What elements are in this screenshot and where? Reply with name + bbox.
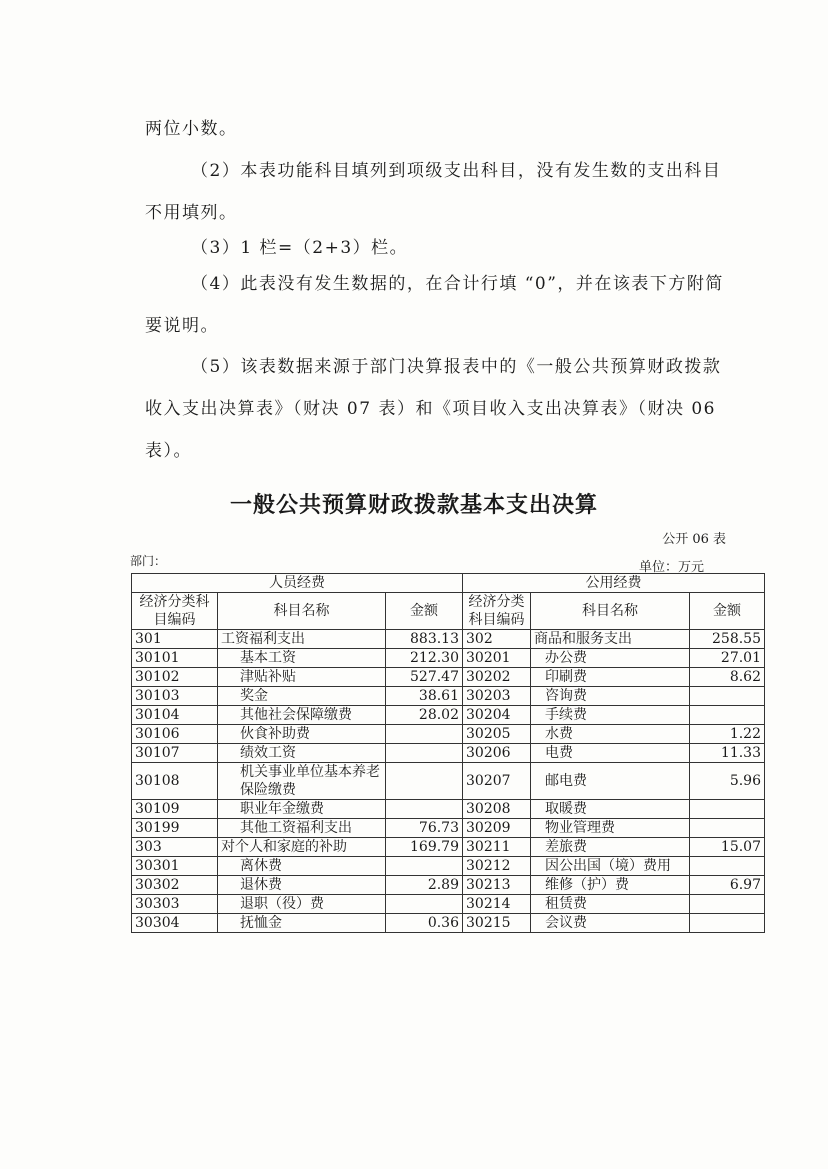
cell-code-left: 303 bbox=[132, 838, 218, 857]
cell-amount-left: 527.47 bbox=[386, 668, 463, 687]
cell-amount-right bbox=[690, 687, 765, 706]
unit-label: 单位：万元 bbox=[638, 560, 704, 575]
table-row bbox=[132, 763, 765, 800]
cell-amount-left bbox=[386, 857, 463, 876]
cell-amount-left bbox=[386, 763, 463, 800]
cell-name-left: 退职（役）费 bbox=[218, 895, 386, 914]
cell-code-left: 30103 bbox=[132, 687, 218, 706]
cell-name-left: 奖金 bbox=[218, 687, 386, 706]
cell-amount-right: 258.55 bbox=[690, 630, 765, 649]
table-code: 公开 06 表 bbox=[662, 532, 726, 547]
cell-amount-right bbox=[690, 819, 765, 838]
cell-code-left: 30109 bbox=[132, 800, 218, 819]
cell-amount-right: 5.96 bbox=[690, 763, 765, 800]
table-row bbox=[132, 895, 765, 914]
cell-amount-left: 169.79 bbox=[386, 838, 463, 857]
cell-code-right: 30204 bbox=[463, 706, 531, 725]
cell-code-left: 30199 bbox=[132, 819, 218, 838]
cell-name-right: 手续费 bbox=[531, 706, 690, 725]
cell-name-left: 伙食补助费 bbox=[218, 725, 386, 744]
cell-amount-right: 1.22 bbox=[690, 725, 765, 744]
cell-amount-left: 38.61 bbox=[386, 687, 463, 706]
cell-code-left: 301 bbox=[132, 630, 218, 649]
table-title: 一般公共预算财政拨款基本支出决算 bbox=[229, 492, 598, 518]
table-row bbox=[132, 630, 765, 649]
cell-name-left: 基本工资 bbox=[218, 649, 386, 668]
cell-name-left: 其他工资福利支出 bbox=[218, 819, 386, 838]
cell-amount-right bbox=[690, 800, 765, 819]
cell-code-right: 30215 bbox=[463, 914, 531, 933]
table-row bbox=[132, 876, 765, 895]
cell-name-left: 其他社会保障缴费 bbox=[218, 706, 386, 725]
cell-name-left: 绩效工资 bbox=[218, 744, 386, 763]
cell-amount-right: 8.62 bbox=[690, 668, 765, 687]
cell-code-right: 30206 bbox=[463, 744, 531, 763]
header-name-left: 科目名称 bbox=[218, 593, 386, 630]
cell-code-right: 30203 bbox=[463, 687, 531, 706]
cell-name-right: 商品和服务支出 bbox=[531, 630, 690, 649]
header-amount-right: 金额 bbox=[690, 593, 765, 630]
table-row bbox=[132, 706, 765, 725]
table-row bbox=[132, 744, 765, 763]
cell-amount-left bbox=[386, 895, 463, 914]
cell-code-left: 30303 bbox=[132, 895, 218, 914]
cell-code-left: 30302 bbox=[132, 876, 218, 895]
cell-code-right: 30212 bbox=[463, 857, 531, 876]
cell-code-right: 302 bbox=[463, 630, 531, 649]
cell-code-left: 30102 bbox=[132, 668, 218, 687]
cell-name-right: 印刷费 bbox=[531, 668, 690, 687]
cell-name-right: 维修（护）费 bbox=[531, 876, 690, 895]
cell-name-left: 津贴补贴 bbox=[218, 668, 386, 687]
cell-name-right: 电费 bbox=[531, 744, 690, 763]
cell-code-left: 30108 bbox=[132, 763, 218, 800]
cell-name-left: 机关事业单位基本养老保险缴费 bbox=[218, 763, 386, 800]
table-row bbox=[132, 668, 765, 687]
table-body bbox=[132, 630, 765, 933]
table-row bbox=[132, 725, 765, 744]
cell-name-right: 水费 bbox=[531, 725, 690, 744]
header-public: 公用经费 bbox=[463, 574, 765, 593]
cell-code-right: 30214 bbox=[463, 895, 531, 914]
cell-name-right: 咨询费 bbox=[531, 687, 690, 706]
cell-code-right: 30205 bbox=[463, 725, 531, 744]
cell-code-left: 30104 bbox=[132, 706, 218, 725]
cell-amount-left: 28.02 bbox=[386, 706, 463, 725]
cell-amount-right bbox=[690, 914, 765, 933]
cell-name-right: 会议费 bbox=[531, 914, 690, 933]
cell-name-left: 工资福利支出 bbox=[218, 630, 386, 649]
paragraph-5: （5）该表数据来源于部门决算报表中的《一般公共预算财政拨款收入支出决算表》（财决 07 表）和《项目收入支出决算表》（财决 06 表）。 bbox=[145, 357, 722, 461]
table-row bbox=[132, 687, 765, 706]
table-row bbox=[132, 914, 765, 933]
cell-name-right: 差旅费 bbox=[531, 838, 690, 857]
cell-code-right: 30207 bbox=[463, 763, 531, 800]
cell-code-left: 30106 bbox=[132, 725, 218, 744]
table-row bbox=[132, 649, 765, 668]
cell-code-left: 30301 bbox=[132, 857, 218, 876]
header-amount-left: 金额 bbox=[386, 593, 463, 630]
cell-amount-right: 27.01 bbox=[690, 649, 765, 668]
cell-name-right: 邮电费 bbox=[531, 763, 690, 800]
paragraph-4: （4）此表没有发生数据的，在合计行填 “0”，并在该表下方附简要说明。 bbox=[145, 274, 724, 336]
paragraph-2: （2）本表功能科目填列到项级支出科目，没有发生数的支出科目不用填列。 bbox=[145, 161, 722, 223]
cell-name-left: 离休费 bbox=[218, 857, 386, 876]
cell-amount-right bbox=[690, 895, 765, 914]
paragraph-3: （3）1 栏=（2+3）栏。 bbox=[191, 238, 409, 258]
cell-amount-left bbox=[386, 744, 463, 763]
cell-code-right: 30208 bbox=[463, 800, 531, 819]
cell-code-right: 30209 bbox=[463, 819, 531, 838]
cell-code-right: 30202 bbox=[463, 668, 531, 687]
cell-amount-left: 883.13 bbox=[386, 630, 463, 649]
cell-name-right: 物业管理费 bbox=[531, 819, 690, 838]
table-row bbox=[132, 857, 765, 876]
department-label: 部门： bbox=[130, 554, 167, 568]
cell-amount-right: 15.07 bbox=[690, 838, 765, 857]
table-row bbox=[132, 819, 765, 838]
cell-amount-left: 212.30 bbox=[386, 649, 463, 668]
cell-name-left: 对个人和家庭的补助 bbox=[218, 838, 386, 857]
table-row bbox=[132, 800, 765, 819]
expenditure-table bbox=[131, 573, 765, 933]
header-code-left: 经济分类科目编码 bbox=[132, 593, 218, 630]
table-row bbox=[132, 838, 765, 857]
cell-code-left: 30304 bbox=[132, 914, 218, 933]
cell-name-right: 办公费 bbox=[531, 649, 690, 668]
cell-amount-right: 6.97 bbox=[690, 876, 765, 895]
paragraph-1: 两位小数。 bbox=[145, 119, 238, 139]
cell-code-right: 30211 bbox=[463, 838, 531, 857]
cell-name-left: 职业年金缴费 bbox=[218, 800, 386, 819]
cell-code-right: 30213 bbox=[463, 876, 531, 895]
cell-amount-right: 11.33 bbox=[690, 744, 765, 763]
cell-amount-right bbox=[690, 857, 765, 876]
cell-name-left: 退休费 bbox=[218, 876, 386, 895]
header-personnel: 人员经费 bbox=[132, 574, 463, 593]
header-name-right: 科目名称 bbox=[531, 593, 690, 630]
cell-amount-left: 2.89 bbox=[386, 876, 463, 895]
cell-amount-left bbox=[386, 725, 463, 744]
cell-code-left: 30107 bbox=[132, 744, 218, 763]
cell-code-left: 30101 bbox=[132, 649, 218, 668]
cell-name-right: 因公出国（境）费用 bbox=[531, 857, 690, 876]
cell-amount-left: 76.73 bbox=[386, 819, 463, 838]
cell-amount-left: 0.36 bbox=[386, 914, 463, 933]
cell-amount-left bbox=[386, 800, 463, 819]
cell-name-right: 租赁费 bbox=[531, 895, 690, 914]
cell-name-right: 取暖费 bbox=[531, 800, 690, 819]
cell-amount-right bbox=[690, 706, 765, 725]
header-code-right: 经济分类科目编码 bbox=[463, 593, 531, 630]
cell-name-left: 抚恤金 bbox=[218, 914, 386, 933]
cell-code-right: 30201 bbox=[463, 649, 531, 668]
